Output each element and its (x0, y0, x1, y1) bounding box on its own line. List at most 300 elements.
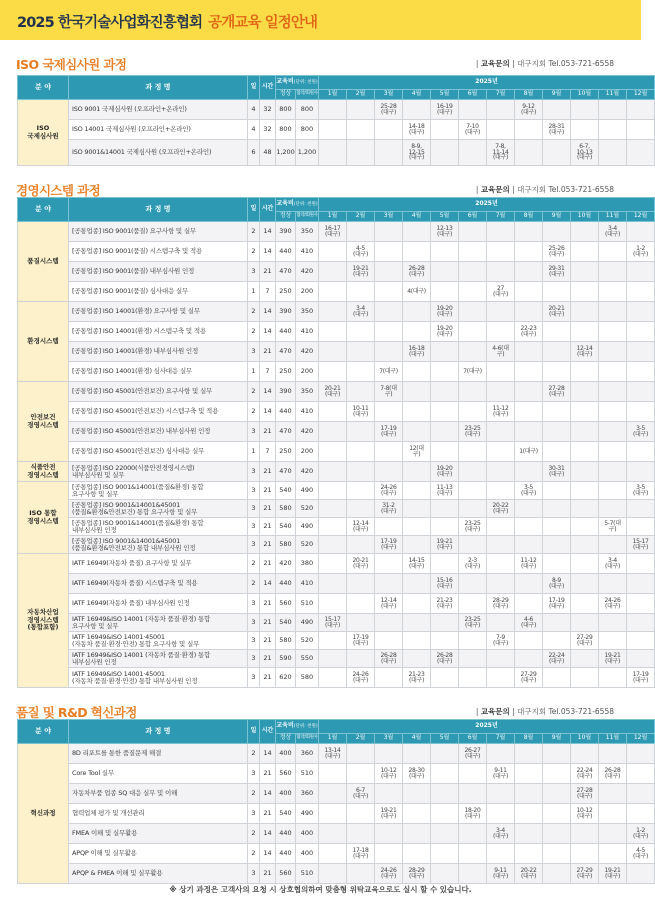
schedule-cell (431, 784, 459, 804)
schedule-cell (403, 422, 431, 442)
schedule-cell (459, 140, 487, 166)
header-division: 분 야 (18, 76, 69, 100)
course-days: 2 (248, 784, 260, 804)
contact-office: 대구지회 (517, 185, 547, 194)
header-month: 4월 (403, 90, 431, 100)
schedule-cell (571, 422, 599, 442)
schedule-cell (627, 442, 655, 462)
schedule-cell (375, 222, 403, 242)
schedule-cell (543, 784, 571, 804)
schedule-cell: 7(대구) (375, 362, 403, 382)
course-days: 3 (248, 668, 260, 688)
schedule-cell (599, 262, 627, 282)
schedule-cell (627, 632, 655, 650)
section-iso-auditor (0, 55, 648, 162)
table-row (18, 322, 655, 342)
schedule-cell (431, 554, 459, 574)
schedule-cell (571, 242, 599, 262)
fee-member: 800 (296, 120, 319, 140)
schedule-cell (599, 282, 627, 302)
schedule-cell (487, 382, 515, 402)
contact-tel: Tel.053-721-6558 (548, 707, 614, 716)
category-cell: 혁신과정 (18, 744, 69, 884)
schedule-cell: 19-20 (대구) (431, 462, 459, 482)
schedule-cell (403, 382, 431, 402)
schedule-cell: 26-28 (대구) (375, 650, 403, 668)
course-days: 4 (248, 100, 260, 120)
schedule-cell (599, 242, 627, 262)
schedule-cell: 4-6 (대구) (515, 614, 543, 632)
schedule-cell (515, 222, 543, 242)
course-hours: 14 (260, 242, 276, 262)
course-days: 2 (248, 382, 260, 402)
schedule-cell: 10-12 (대구) (375, 764, 403, 784)
schedule-cell (599, 140, 627, 166)
schedule-cell (403, 402, 431, 422)
schedule-cell (375, 462, 403, 482)
schedule-cell (375, 282, 403, 302)
schedule-cell (599, 844, 627, 864)
schedule-cell (431, 140, 459, 166)
section-quality-rnd (0, 703, 649, 880)
schedule-cell: 28-31 (대구) (543, 120, 571, 140)
schedule-cell (571, 100, 599, 120)
schedule-cell: 24-26 (대구) (375, 864, 403, 884)
schedule-cell (543, 536, 571, 554)
table-row (18, 574, 655, 594)
schedule-cell: 4-5 (대구) (627, 844, 655, 864)
course-name: 협력업체 평가 및 개선관리 (69, 804, 248, 824)
schedule-cell (571, 614, 599, 632)
table-row (18, 764, 655, 784)
schedule-cell (431, 442, 459, 462)
schedule-cell (543, 614, 571, 632)
course-days: 3 (248, 650, 260, 668)
schedule-cell (375, 342, 403, 362)
schedule-cell (515, 536, 543, 554)
schedule-cell (627, 322, 655, 342)
schedule-cell (543, 804, 571, 824)
schedule-cell (459, 262, 487, 282)
schedule-cell: 7(대구) (459, 362, 487, 382)
header-regular: 정상 (276, 90, 296, 100)
schedule-cell (487, 650, 515, 668)
schedule-cell: 20-21 (대구) (319, 382, 347, 402)
schedule-cell: 12-14 (대구) (571, 342, 599, 362)
schedule-cell: 2-3 (대구) (459, 554, 487, 574)
contact-info (476, 184, 614, 195)
table-row (18, 222, 655, 242)
schedule-cell (571, 322, 599, 342)
schedule-cell: 17-18 (대구) (347, 844, 375, 864)
schedule-cell (487, 784, 515, 804)
schedule-cell: 9-11 (대구) (487, 864, 515, 884)
course-name: [공통업종] ISO 9001&14001&45001 (품질&환경&안전보건) 통합 요구사항 및 실무 (69, 500, 248, 518)
schedule-cell (543, 482, 571, 500)
contact-tel: Tel.053-721-6558 (548, 185, 614, 194)
header-month: 8월 (515, 212, 543, 222)
table-row (18, 342, 655, 362)
schedule-cell (347, 500, 375, 518)
schedule-cell (319, 650, 347, 668)
table-row (18, 614, 655, 632)
schedule-cell: 3-5 (대구) (627, 422, 655, 442)
schedule-cell (543, 342, 571, 362)
header-month: 6월 (459, 734, 487, 744)
schedule-cell (543, 402, 571, 422)
schedule-cell (627, 764, 655, 784)
course-hours: 14 (260, 322, 276, 342)
schedule-cell: 3-4 (대구) (599, 222, 627, 242)
schedule-cell: 6-7 (대구) (347, 784, 375, 804)
schedule-cell: 31-2 (대구) (375, 500, 403, 518)
course-name: [공통업종] ISO 9001&14001(품질&환경) 통합 요구사항 및 실무 (69, 482, 248, 500)
course-hours: 21 (260, 536, 276, 554)
schedule-cell: 27-29 (대구) (571, 632, 599, 650)
schedule-cell: 21-23 (대구) (403, 668, 431, 688)
header-month: 4월 (403, 212, 431, 222)
schedule-cell (515, 362, 543, 382)
header-month: 6월 (459, 90, 487, 100)
schedule-cell (627, 594, 655, 614)
fee-regular: 440 (276, 824, 296, 844)
course-name: IATF 16949&ISO 14001 (자동차 품질·환경) 통합 요구사항 및 실무 (69, 614, 248, 632)
table-row (18, 844, 655, 864)
schedule-cell (375, 744, 403, 764)
section-title: ISO 국제심사원 과정 (16, 57, 127, 72)
course-days: 2 (248, 744, 260, 764)
schedule-cell: 18-20 (대구) (459, 804, 487, 824)
schedule-cell: 10-11 (대구) (347, 402, 375, 422)
fee-member: 350 (296, 382, 319, 402)
fee-member: 420 (296, 422, 319, 442)
schedule-cell (459, 462, 487, 482)
schedule-cell (487, 614, 515, 632)
schedule-cell (487, 536, 515, 554)
schedule-cell (487, 554, 515, 574)
course-hours: 32 (260, 120, 276, 140)
header-month: 3월 (375, 90, 403, 100)
schedule-cell (319, 442, 347, 462)
fee-regular: 620 (276, 668, 296, 688)
schedule-cell: 23-25 (대구) (459, 518, 487, 536)
table-row (18, 632, 655, 650)
schedule-cell (375, 668, 403, 688)
schedule-cell: 12(대 구) (403, 442, 431, 462)
contact-separator: | (509, 59, 518, 68)
header-month: 9월 (543, 734, 571, 744)
header-fee-label: 교육비 (276, 78, 294, 86)
schedule-cell: 28-29 (대구) (403, 864, 431, 884)
table-row (18, 282, 655, 302)
schedule-cell: 6-7, 10-13 (대구) (571, 140, 599, 166)
course-hours: 21 (260, 594, 276, 614)
course-days: 2 (248, 574, 260, 594)
schedule-cell (403, 632, 431, 650)
fee-regular: 800 (276, 120, 296, 140)
table-row (18, 824, 655, 844)
fee-member: 410 (296, 242, 319, 262)
fee-regular: 560 (276, 594, 296, 614)
fee-member: 410 (296, 322, 319, 342)
schedule-cell (627, 462, 655, 482)
contact-info (476, 58, 614, 69)
schedule-cell (627, 140, 655, 166)
contact-office: 대구지회 (517, 707, 547, 716)
fee-regular: 440 (276, 574, 296, 594)
schedule-cell (515, 422, 543, 442)
header-month: 6월 (459, 212, 487, 222)
course-hours: 21 (260, 518, 276, 536)
course-hours: 14 (260, 784, 276, 804)
schedule-cell (347, 282, 375, 302)
schedule-cell (515, 500, 543, 518)
course-hours: 14 (260, 382, 276, 402)
course-name: [공통업종] ISO 45001(안전보건) 심사대응 실무 (69, 442, 248, 462)
schedule-cell (347, 574, 375, 594)
schedule-cell (403, 744, 431, 764)
table-row (18, 442, 655, 462)
course-hours: 21 (260, 614, 276, 632)
title-org: 한국기술사업화진흥협회 (57, 15, 203, 31)
schedule-cell: 19-20 (대구) (431, 302, 459, 322)
fee-regular: 800 (276, 100, 296, 120)
schedule-cell (347, 764, 375, 784)
schedule-cell (571, 650, 599, 668)
fee-member: 360 (296, 784, 319, 804)
schedule-cell (543, 824, 571, 844)
header-fee (276, 720, 319, 734)
fee-member: 520 (296, 500, 319, 518)
schedule-cell: 28-29 (대구) (487, 594, 515, 614)
course-days: 3 (248, 262, 260, 282)
schedule-cell (319, 422, 347, 442)
fee-member: 490 (296, 614, 319, 632)
header-row (18, 76, 655, 90)
schedule-cell (543, 422, 571, 442)
schedule-cell: 3-4 (대구) (347, 302, 375, 322)
course-name: [공통업종] ISO 45001(안전보건) 시스템구축 및 적용 (69, 402, 248, 422)
course-days: 3 (248, 614, 260, 632)
fee-regular: 540 (276, 804, 296, 824)
course-days: 3 (248, 594, 260, 614)
table-row (18, 402, 655, 422)
schedule-cell (403, 322, 431, 342)
course-name: [공통업종] ISO 9001(품질) 내부심사원 인정 (69, 262, 248, 282)
course-name: [공통업종] ISO 9001(품질) 심사대응 실무 (69, 282, 248, 302)
schedule-cell (571, 282, 599, 302)
schedule-cell (375, 554, 403, 574)
schedule-cell (347, 382, 375, 402)
schedule-cell (515, 574, 543, 594)
schedule-cell: 13-14 (대구) (319, 744, 347, 764)
schedule-cell: 19-21 (대구) (347, 262, 375, 282)
course-hours: 21 (260, 764, 276, 784)
schedule-cell (431, 804, 459, 824)
table-row (18, 500, 655, 518)
course-hours: 21 (260, 462, 276, 482)
schedule-cell (571, 536, 599, 554)
fee-member: 420 (296, 462, 319, 482)
schedule-cell (319, 140, 347, 166)
schedule-cell (431, 362, 459, 382)
contact-label: 교육문의 (480, 707, 510, 716)
course-hours: 7 (260, 282, 276, 302)
schedule-cell (515, 402, 543, 422)
course-hours: 14 (260, 844, 276, 864)
schedule-cell (459, 594, 487, 614)
header-month: 5월 (431, 212, 459, 222)
schedule-cell (599, 100, 627, 120)
schedule-cell (319, 362, 347, 382)
course-hours: 21 (260, 804, 276, 824)
contact-tel: Tel.053-721-6558 (548, 59, 614, 68)
schedule-cell (375, 140, 403, 166)
header-month: 12월 (627, 90, 655, 100)
schedule-cell (543, 518, 571, 536)
schedule-cell: 21-23 (대구) (431, 594, 459, 614)
table-row (18, 864, 655, 884)
schedule-cell (571, 574, 599, 594)
schedule-cell (599, 462, 627, 482)
course-name: [공통업종] ISO 9001&14001(품질&환경) 통합 내부심사원 인정 (69, 518, 248, 536)
course-hours: 14 (260, 222, 276, 242)
schedule-cell (375, 120, 403, 140)
schedule-cell (543, 442, 571, 462)
schedule-cell: 14-15 (대구) (403, 554, 431, 574)
schedule-cell (543, 864, 571, 884)
schedule-cell: 22-24 (대구) (571, 764, 599, 784)
schedule-cell (319, 302, 347, 322)
schedule-cell: 29-31 (대구) (543, 262, 571, 282)
contact-label: 교육문의 (480, 185, 510, 194)
schedule-cell: 19-21 (대구) (599, 864, 627, 884)
schedule-cell (403, 518, 431, 536)
fee-regular: 540 (276, 518, 296, 536)
fee-member: 520 (296, 536, 319, 554)
section-header (0, 181, 641, 198)
schedule-cell (459, 222, 487, 242)
schedule-cell: 19-21 (대구) (375, 804, 403, 824)
course-hours: 21 (260, 262, 276, 282)
schedule-cell (627, 302, 655, 322)
schedule-cell (571, 668, 599, 688)
schedule-cell (571, 500, 599, 518)
schedule-cell (347, 362, 375, 382)
course-name: 8D 리포트를 통한 품질문제 해결 (69, 744, 248, 764)
schedule-cell (459, 442, 487, 462)
fee-member: 360 (296, 744, 319, 764)
table-row (18, 422, 655, 442)
schedule-cell (347, 422, 375, 442)
schedule-cell (431, 632, 459, 650)
schedule-cell (347, 342, 375, 362)
schedule-table (17, 719, 655, 884)
header-row (18, 198, 655, 212)
header-member: 협약/회원사 (296, 90, 319, 100)
schedule-cell (375, 632, 403, 650)
fee-regular: 1,200 (276, 140, 296, 166)
course-name: IATF 16949&ISO 14001·45001 (자동차 품질·환경·안전) 통합 요구사항 및 실무 (69, 632, 248, 650)
schedule-cell (571, 554, 599, 574)
section-title: 품질 및 R&D 혁신과정 (16, 705, 137, 720)
contact-separator: | (509, 185, 518, 194)
course-name: APQP & FMEA 이해 및 실무활용 (69, 864, 248, 884)
schedule-cell: 25-28 (대구) (375, 100, 403, 120)
schedule-cell (375, 574, 403, 594)
course-name: ISO 9001&14001 국제심사원 (오프라인+온라인) (69, 140, 248, 166)
schedule-cell (627, 574, 655, 594)
schedule-cell (571, 844, 599, 864)
schedule-cell: 24-26 (대구) (347, 668, 375, 688)
schedule-cell (459, 242, 487, 262)
fee-member: 520 (296, 632, 319, 650)
course-days: 3 (248, 864, 260, 884)
schedule-cell (571, 302, 599, 322)
schedule-cell (515, 382, 543, 402)
schedule-cell (627, 864, 655, 884)
schedule-cell (599, 422, 627, 442)
header-course: 과 정 명 (69, 198, 248, 222)
table-row (18, 262, 655, 282)
course-name: [공통업종] ISO 45001(안전보건) 요구사항 및 실무 (69, 382, 248, 402)
header-month: 2월 (347, 90, 375, 100)
fee-member: 350 (296, 222, 319, 242)
schedule-cell (347, 594, 375, 614)
schedule-cell (431, 500, 459, 518)
course-hours: 21 (260, 650, 276, 668)
header-month: 10월 (571, 90, 599, 100)
header-course: 과 정 명 (69, 76, 248, 100)
schedule-cell (403, 536, 431, 554)
schedule-cell (627, 554, 655, 574)
header-member: 협약/회원사 (296, 212, 319, 222)
header-fee-unit: (단위: 천원) (293, 724, 318, 730)
schedule-cell (431, 614, 459, 632)
schedule-cell: 15-17 (대구) (319, 614, 347, 632)
schedule-cell (319, 242, 347, 262)
header-year: 2025년 (319, 720, 655, 734)
schedule-cell (319, 536, 347, 554)
schedule-cell (599, 500, 627, 518)
schedule-cell (347, 462, 375, 482)
course-days: 3 (248, 764, 260, 784)
fee-regular: 440 (276, 242, 296, 262)
schedule-cell (515, 804, 543, 824)
schedule-cell: 19-21 (대구) (599, 650, 627, 668)
fee-member: 200 (296, 362, 319, 382)
category-cell: 환경시스템 (18, 302, 69, 382)
schedule-cell (459, 536, 487, 554)
schedule-cell (403, 804, 431, 824)
schedule-cell (599, 632, 627, 650)
title-year: 2025 (17, 15, 54, 31)
schedule-cell (599, 804, 627, 824)
fee-regular: 470 (276, 422, 296, 442)
schedule-cell (319, 262, 347, 282)
schedule-table (17, 197, 655, 688)
schedule-cell (459, 864, 487, 884)
fee-member: 490 (296, 804, 319, 824)
fee-member: 580 (296, 668, 319, 688)
schedule-cell (375, 302, 403, 322)
schedule-cell (487, 482, 515, 500)
schedule-cell (599, 536, 627, 554)
table-row (18, 594, 655, 614)
schedule-cell: 30-31 (대구) (543, 462, 571, 482)
course-name: ISO 14001 국제심사원 (오프라인+온라인) (69, 120, 248, 140)
schedule-cell (627, 500, 655, 518)
